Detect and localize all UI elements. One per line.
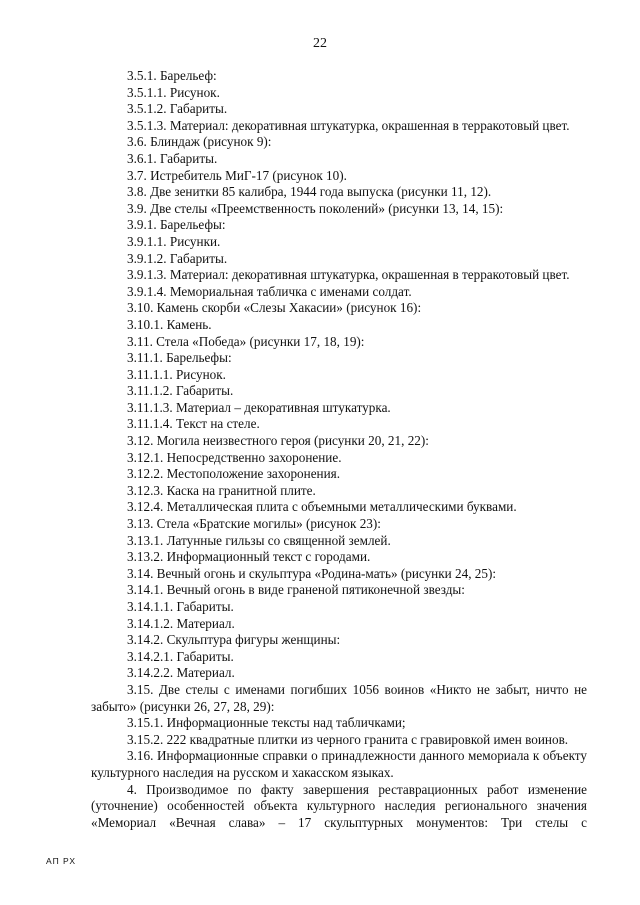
paragraph: 3.8. Две зенитки 85 калибра, 1944 года выпуска (рисунки 11, 12).	[127, 184, 492, 200]
paragraph: 3.9.1.4. Мемориальная табличка с именами солдат.	[127, 283, 412, 299]
paragraph: 3.13.1. Латунные гильзы со священной землей.	[127, 532, 391, 548]
paragraph: 3.15.2. 222 квадратные плитки из черного гранита с гравировкой имен воинов.	[127, 731, 569, 747]
paragraph: 3.15.1. Информационные тексты над табличками;	[127, 715, 406, 731]
archive-stamp: АП РХ	[46, 856, 77, 866]
paragraph: 3.9. Две стелы «Преемственность поколений» (рисунки 13, 14, 15):	[127, 200, 504, 216]
paragraph: 3.5.1.2. Габариты.	[127, 101, 228, 117]
paragraph: 3.7. Истребитель МиГ-17 (рисунок 10).	[127, 167, 347, 183]
paragraph: 3.14.2. Скульптура фигуры женщины:	[127, 632, 341, 648]
paragraph: 3.9.1.3. Материал: декоративная штукатурка, окрашенная в терракотовый цвет.	[127, 267, 570, 283]
paragraph: 3.10.1. Камень.	[127, 316, 212, 332]
document-body	[91, 68, 587, 831]
paragraph: 3.6. Блиндаж (рисунок 9):	[127, 134, 272, 150]
paragraph: 3.11. Стела «Победа» (рисунки 17, 18, 19):	[127, 333, 365, 349]
paragraph: 3.11.1. Барельефы:	[127, 350, 232, 366]
paragraph: 3.5.1.1. Рисунок.	[127, 84, 220, 100]
paragraph: 3.14. Вечный огонь и скульптура «Родина-мать» (рисунки 24, 25):	[127, 565, 497, 581]
paragraph: 3.14.1.1. Габариты.	[127, 599, 234, 614]
paragraph: 3.11.1.2. Габариты.	[127, 383, 234, 399]
paragraph: 3.6.1. Габариты.	[127, 150, 218, 166]
paragraph: 3.9.1.2. Габариты.	[127, 250, 228, 266]
paragraph: 3.12.1. Непосредственно захоронение.	[127, 449, 342, 465]
paragraph: 3.12.4. Металлическая плита с объемными металлическими буквами.	[127, 499, 517, 515]
paragraph: 3.14.1. Вечный огонь в виде граненой пятиконечной звезды:	[127, 582, 465, 598]
paragraph: 3.11.1.4. Текст на стеле.	[127, 416, 260, 432]
paragraph: 3.12.3. Каска на гранитной плите.	[127, 482, 316, 498]
page-number: 22	[313, 36, 327, 51]
paragraph: 3.11.1.1. Рисунок.	[127, 366, 226, 382]
paragraph: 3.5.1. Барельеф:	[127, 68, 217, 83]
paragraph: 3.12. Могила неизвестного героя (рисунки 20, 21, 22):	[127, 433, 429, 449]
paragraph: 3.11.1.3. Материал – декоративная штукатурка.	[127, 399, 391, 415]
paragraph: 3.12.2. Местоположение захоронения.	[127, 466, 341, 482]
paragraph: 3.13.2. Информационный текст с городами.	[127, 549, 371, 565]
paragraph: 3.14.1.2. Материал.	[127, 615, 235, 631]
paragraph: 3.13. Стела «Братские могилы» (рисунок 23):	[127, 516, 381, 532]
paragraph: 4. Производимое по факту завершения реставрационных работ изменение (уточнение) особенностей объекта культурного наследия регионального значения «Мемориал «Вечная слава» – 17 скульптурных монументов: Три стелы с	[91, 781, 587, 830]
paragraph: 3.5.1.3. Материал: декоративная штукатурка, окрашенная в терракотовый цвет.	[127, 117, 570, 133]
paragraph: 3.15. Две стелы с именами погибших 1056 воинов «Никто не забыт, ничто не забыто» (рисунки 26, 27, 28, 29):	[91, 681, 587, 714]
paragraph: 3.14.2.1. Габариты.	[127, 648, 234, 664]
paragraph: 3.9.1. Барельефы:	[127, 217, 226, 233]
paragraph: 3.14.2.2. Материал.	[127, 665, 235, 681]
paragraph: 3.16. Информационные справки о принадлежности данного мемориала к объекту культурного наследия на русском и хакасском языках.	[91, 748, 587, 780]
paragraph: 3.9.1.1. Рисунки.	[127, 233, 221, 249]
paragraph: 3.10. Камень скорби «Слезы Хакасии» (рисунок 16):	[127, 300, 422, 316]
